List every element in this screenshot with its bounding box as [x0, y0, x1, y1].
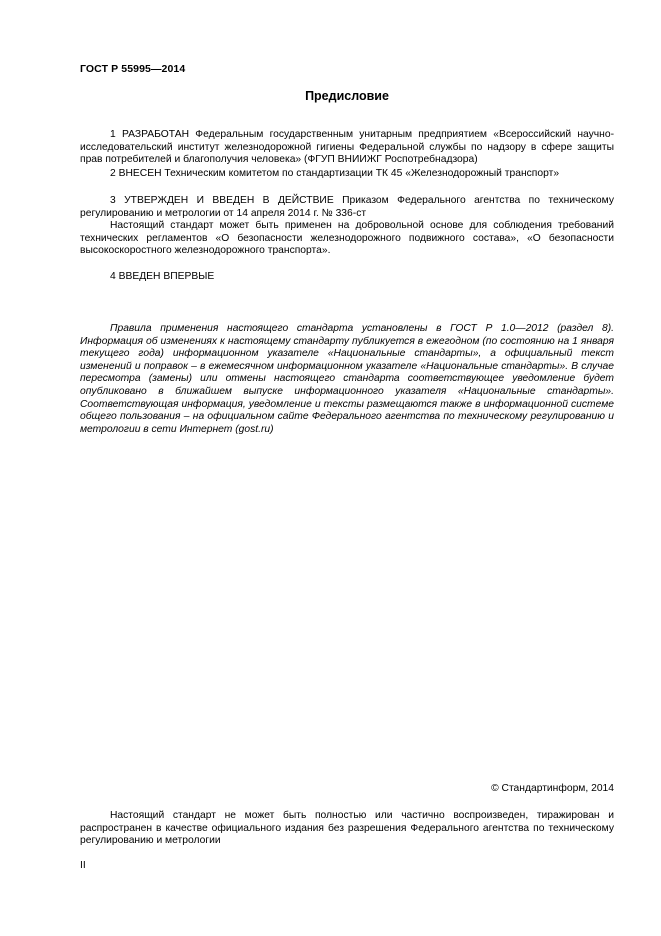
section-4-text: 4 ВВЕДЕН ВПЕРВЫЕ	[110, 271, 215, 282]
section-1-text: 1 РАЗРАБОТАН Федеральным государственным унитарным предприятием «Всероссийский научно-исследовательский институт железнодорожной гигиены Федеральной службы по надзору в сфере защиты прав потребителей и благополучия человека» (ФГУП ВНИИЖГ Роспотребнадзора)	[80, 129, 614, 166]
section-3-text: 3 УТВЕРЖДЕН И ВВЕДЕН В ДЕЙСТВИЕ Приказом Федерального агентства по техническому регулированию и метрологии от 14 апреля 2014 г. № 336-ст	[80, 195, 614, 219]
copyright: © Стандартинформ, 2014	[491, 783, 614, 794]
section-4	[80, 271, 614, 284]
section-2	[80, 168, 614, 181]
footer-notice	[80, 810, 614, 848]
section-2-text: 2 ВНЕСЕН Техническим комитетом по стандартизации ТК 45 «Железнодорожный транспорт»	[110, 168, 560, 179]
page-number: II	[80, 860, 86, 871]
standard-code: ГОСТ Р 55995—2014	[80, 63, 186, 75]
footer-notice-text: Настоящий стандарт не может быть полностью или частично воспроизведен, тиражирован и распространен в качестве официального издания без разрешения Федерального агентства по техническому регулированию и метрологии	[80, 810, 614, 847]
page-title: Предисловие	[305, 89, 389, 103]
rules-notice	[80, 323, 614, 436]
rules-notice-text: Правила применения настоящего стандарта установлены в ГОСТ Р 1.0—2012 (раздел 8). Информация об изменениях к настоящему стандарту публикуется в ежегодном (по состоянию на 1 января текущего года) информационном указателе «Национальные стандарты», а официальный текст изменений и поправок – в ежемесячном информационном указателе «Национальные стандарты». В случае пересмотра (замены) или отмены настоящего стандарта соответствующее уведомление будет опубликовано в ближайшем выпуске информационного указателя «Национальные стандарты». Соответствующая информация, уведомление и тексты размещаются также в информационной системе общего пользования – на официальном сайте Федерального агентства по техническому регулированию и метрологии в сети Интернет (gost.ru)	[80, 323, 614, 435]
section-3-note: Настоящий стандарт может быть применен на добровольной основе для соблюдения требований технических регламентов «О безопасности железнодорожного подвижного состава», «О безопасности высокоскоростного железнодорожного транспорта».	[80, 220, 614, 257]
section-3	[80, 195, 614, 258]
section-1	[80, 129, 614, 167]
